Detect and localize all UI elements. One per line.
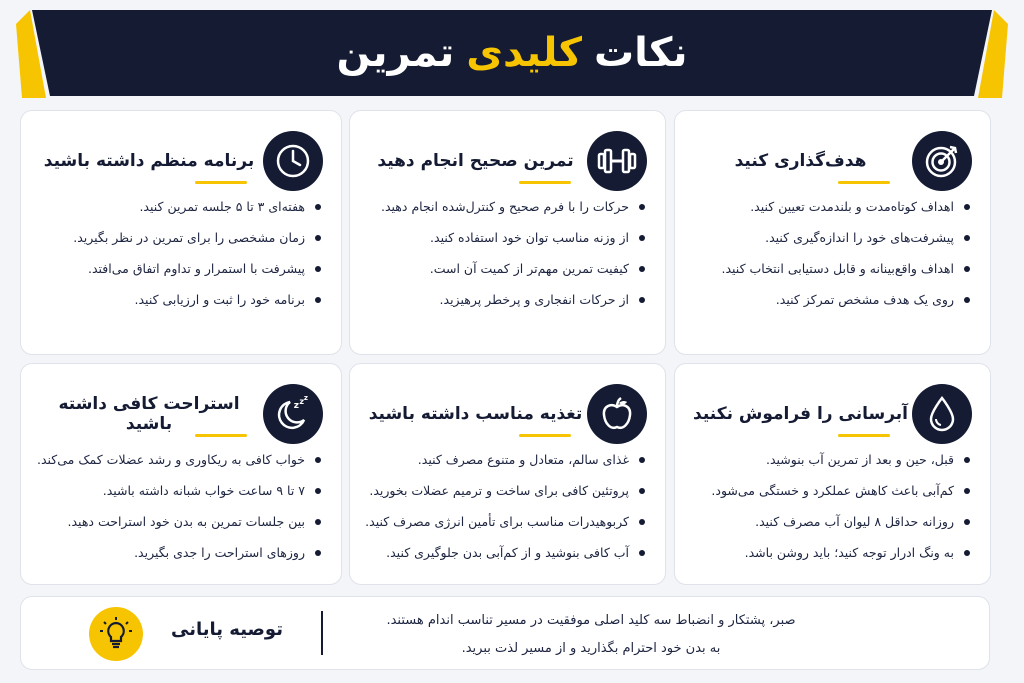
card-hydration: [674, 363, 991, 585]
list-item: پیشرفت با استمرار و تداوم اتفاق می‌افتد.: [33, 261, 323, 277]
card-list: [687, 199, 972, 323]
water-drop-icon: [912, 384, 972, 444]
list-item: ۷ تا ۹ ساعت خواب شبانه داشته باشید.: [33, 483, 323, 499]
list-item: کیفیت تمرین مهم‌تر از کمیت آن است.: [362, 261, 647, 277]
card-title: آبرسانی را فراموش نکنید: [693, 404, 908, 424]
title-underline: [195, 181, 247, 184]
card-title: تغذیه مناسب داشته باشید: [368, 404, 583, 424]
card-rest: [20, 363, 342, 585]
card-regular-schedule: [20, 110, 342, 355]
card-title: تمرین صحیح انجام دهید: [377, 151, 574, 171]
list-item: پروتئین کافی برای ساخت و ترمیم عضلات بخورید.: [362, 483, 647, 499]
list-item: از حرکات انفجاری و پرخطر پرهیزید.: [362, 292, 647, 308]
card-list: [687, 452, 972, 576]
list-item: به ونگ ادرار توجه کنید؛ باید روشن باشد.: [687, 545, 972, 561]
title-underline: [519, 434, 571, 437]
list-item: روزهای استراحت را جدی بگیرید.: [33, 545, 323, 561]
moon-sleep-icon: [263, 384, 323, 444]
title-underline: [838, 434, 890, 437]
card-list: [33, 199, 323, 323]
list-item: بین جلسات تمرین به بدن خود استراحت دهید.: [33, 514, 323, 530]
final-tip-text: [331, 607, 851, 663]
list-item: از وزنه مناسب توان خود استفاده کنید.: [362, 230, 647, 246]
list-item: پیشرفت‌های خود را اندازه‌گیری کنید.: [687, 230, 972, 246]
title-part-1: نکات: [593, 30, 688, 76]
list-item: برنامه خود را ثبت و ارزیابی کنید.: [33, 292, 323, 308]
list-item: حرکات را با فرم صحیح و کنترل‌شده انجام دهید.: [362, 199, 647, 215]
card-list: [362, 452, 647, 576]
list-item: غذای سالم، متعادل و متنوع مصرف کنید.: [362, 452, 647, 468]
final-tip-box: [20, 596, 990, 670]
title-underline: [519, 181, 571, 184]
svg-text:z: z: [299, 397, 304, 406]
card-goal-setting: [674, 110, 991, 355]
target-icon: [912, 131, 972, 191]
card-title: استراحت کافی داشته باشید: [58, 394, 240, 434]
list-item: آب کافی بنوشید و از کم‌آبی بدن جلوگیری کنید.: [362, 545, 647, 561]
svg-text:z: z: [303, 394, 308, 402]
list-item: اهداف کوتاه‌مدت و بلندمدت تعیین کنید.: [687, 199, 972, 215]
list-item: کم‌آبی باعث کاهش عملکرد و خستگی می‌شود.: [687, 483, 972, 499]
list-item: زمان مشخصی را برای تمرین در نظر بگیرید.: [33, 230, 323, 246]
page-title: [16, 8, 1008, 98]
list-item: اهداف واقع‌بینانه و قابل دستیابی انتخاب کنید.: [687, 261, 972, 277]
divider: [321, 611, 323, 655]
card-proper-training: [349, 110, 666, 355]
lightbulb-icon: [89, 607, 143, 661]
final-tip-line-1: صبر، پشتکار و انضباط سه کلید اصلی موفقیت در مسیر تناسب اندام هستند.: [386, 613, 796, 628]
list-item: روی یک هدف مشخص تمرکز کنید.: [687, 292, 972, 308]
final-tip-line-2: به بدن خود احترام بگذارید و از مسیر لذت ببرید.: [461, 641, 721, 656]
list-item: روزانه حداقل ۸ لیوان آب مصرف کنید.: [687, 514, 972, 530]
apple-icon: [587, 384, 647, 444]
title-highlight: کلیدی: [466, 30, 582, 76]
header-banner: [16, 8, 1008, 98]
title-underline: [195, 434, 247, 437]
list-item: خواب کافی به ریکاوری و رشد عضلات کمک می‌کند.: [33, 452, 323, 468]
title-part-2: تمرین: [336, 30, 455, 76]
card-list: [33, 452, 323, 576]
svg-text:z: z: [293, 401, 299, 411]
clock-icon: [263, 131, 323, 191]
title-underline: [838, 181, 890, 184]
card-title: برنامه منظم داشته باشید: [43, 151, 255, 171]
list-item: هفته‌ای ۳ تا ۵ جلسه تمرین کنید.: [33, 199, 323, 215]
card-list: [362, 199, 647, 323]
card-nutrition: [349, 363, 666, 585]
list-item: قبل، حین و بعد از تمرین آب بنوشید.: [687, 452, 972, 468]
card-title: هدف‌گذاری کنید: [734, 151, 867, 171]
dumbbell-icon: [587, 131, 647, 191]
final-tip-label: توصیه پایانی: [171, 619, 283, 640]
list-item: کربوهیدرات مناسب برای تأمین انرژی مصرف کنید.: [362, 514, 647, 530]
